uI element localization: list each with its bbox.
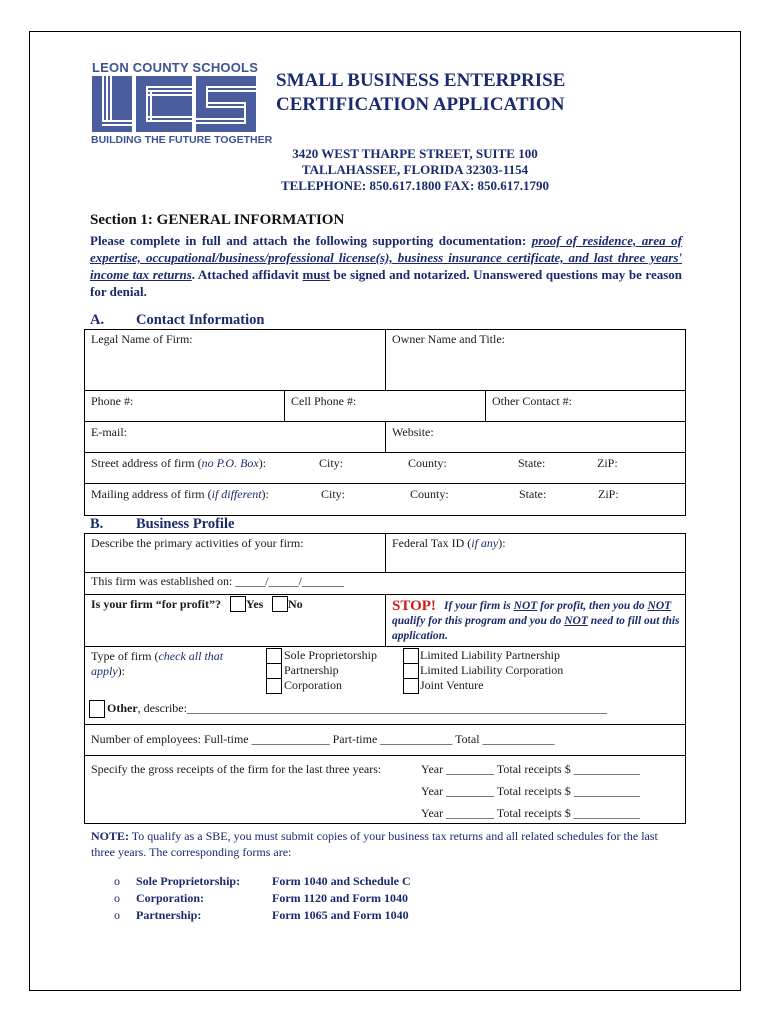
other-describe-field[interactable]: Other, describe:______________________________________________________________________ bbox=[107, 701, 607, 715]
street-city-field[interactable]: City: bbox=[319, 456, 344, 470]
contact-letter: A. bbox=[90, 312, 105, 328]
mailing-city-field[interactable]: City: bbox=[321, 487, 346, 501]
form-type-corporation: Corporation: bbox=[136, 891, 204, 905]
logo-bottom-text: BUILDING THE FUTURE TOGETHER bbox=[91, 134, 273, 146]
address-line2: TALLAHASSEE, FLORIDA 32303-1154 bbox=[301, 162, 529, 177]
for-profit-yes-checkbox[interactable] bbox=[230, 596, 246, 612]
primary-activities-field[interactable]: Describe the primary activities of your firm: bbox=[91, 536, 304, 550]
email-field[interactable]: E-mail: bbox=[91, 425, 127, 439]
bullet: o bbox=[114, 891, 120, 905]
address-line1: 3420 WEST THARPE STREET, SUITE 100 bbox=[292, 146, 538, 161]
mailing-county-field[interactable]: County: bbox=[410, 487, 449, 501]
llc-label: Limited Liability Corporation bbox=[420, 663, 564, 677]
established-date-field[interactable]: This firm was established on: _____/_____/_______ bbox=[91, 574, 344, 588]
owner-name-field[interactable]: Owner Name and Title: bbox=[392, 332, 505, 346]
employees-field[interactable]: Number of employees: Full-time _____________ Part-time ____________ Total ____________ bbox=[91, 732, 555, 746]
form-required-corporation: Form 1120 and Form 1040 bbox=[272, 891, 408, 905]
for-profit-yes-label: Yes bbox=[246, 597, 264, 611]
other-contact-field[interactable]: Other Contact #: bbox=[492, 394, 572, 408]
other-type-checkbox[interactable] bbox=[89, 700, 105, 718]
legal-name-field[interactable]: Legal Name of Firm: bbox=[91, 332, 193, 346]
lcs-logo-icon bbox=[92, 76, 256, 132]
llp-checkbox[interactable] bbox=[403, 648, 419, 664]
gross-receipts-label: Specify the gross receipts of the firm for the last three years: bbox=[91, 762, 382, 776]
form-required-partnership: Form 1065 and Form 1040 bbox=[272, 908, 409, 922]
sole-proprietorship-checkbox[interactable] bbox=[266, 648, 282, 664]
logo-top-text: LEON COUNTY SCHOOLS bbox=[92, 60, 259, 75]
corporation-checkbox[interactable] bbox=[266, 678, 282, 694]
stop-warning-text: If your firm is NOT for profit, then you do NOT qualify for this program and you do NOT need to fill out this application. bbox=[392, 600, 680, 642]
bullet: o bbox=[114, 908, 120, 922]
llc-checkbox[interactable] bbox=[403, 663, 419, 679]
business-heading: Business Profile bbox=[136, 516, 235, 532]
partnership-checkbox[interactable] bbox=[266, 663, 282, 679]
street-zip-field[interactable]: ZiP: bbox=[597, 456, 618, 470]
stop-warning: STOP! bbox=[392, 598, 436, 614]
business-letter: B. bbox=[90, 516, 104, 532]
website-field[interactable]: Website: bbox=[392, 425, 434, 439]
corporation-label: Corporation bbox=[284, 678, 342, 692]
joint-venture-checkbox[interactable] bbox=[403, 678, 419, 694]
receipts-year3-field[interactable]: Year ________ Total receipts $ ___________ bbox=[421, 806, 640, 820]
required-documents: proof of residence, area of expertise, occupational/business/professional license(s), business insurance certificate, and last three years' income tax returns bbox=[90, 233, 682, 282]
bullet: o bbox=[114, 874, 120, 888]
telephone-fax: TELEPHONE: 850.617.1800 FAX: 850.617.1790 bbox=[280, 178, 550, 193]
mailing-state-field[interactable]: State: bbox=[519, 487, 547, 501]
receipts-year2-field[interactable]: Year ________ Total receipts $ ___________ bbox=[421, 784, 640, 798]
note: NOTE: To qualify as a SBE, you must submit copies of your business tax returns and all related schedules for the last three years. The corresponding forms are: bbox=[91, 829, 658, 859]
section-title: Section 1: GENERAL INFORMATION bbox=[90, 212, 345, 228]
for-profit-question: Is your firm “for profit”? bbox=[91, 597, 221, 611]
street-state-field[interactable]: State: bbox=[518, 456, 546, 470]
partnership-label: Partnership bbox=[284, 663, 339, 677]
form-type-sole: Sole Proprietorship: bbox=[136, 874, 241, 888]
llp-label: Limited Liability Partnership bbox=[420, 648, 560, 662]
phone-field[interactable]: Phone #: bbox=[91, 394, 134, 408]
street-county-field[interactable]: County: bbox=[408, 456, 447, 470]
receipts-year1-field[interactable]: Year ________ Total receipts $ ___________ bbox=[421, 762, 640, 776]
sole-proprietorship-label: Sole Proprietorship bbox=[284, 648, 377, 662]
form-title-line2: CERTIFICATION APPLICATION bbox=[276, 94, 565, 115]
for-profit-no-checkbox[interactable] bbox=[272, 596, 288, 612]
for-profit-no-label: No bbox=[288, 597, 303, 611]
instructions: Please complete in full and attach the following supporting documentation: proof of residence, area of expertise, occupational/business/professional license(s), business insurance certificate, and last three years' income tax returns. Attached affidavit must be signed and notarized. Unanswered questions may be reason for denial. bbox=[90, 233, 683, 299]
contact-heading: Contact Information bbox=[136, 312, 265, 328]
form-required-sole: Form 1040 and Schedule C bbox=[272, 874, 411, 888]
street-address-field[interactable]: Street address of firm (no P.O. Box): bbox=[91, 456, 267, 470]
joint-venture-label: Joint Venture bbox=[420, 678, 484, 692]
mailing-address-field[interactable]: Mailing address of firm (if different): bbox=[91, 487, 269, 501]
cell-phone-field[interactable]: Cell Phone #: bbox=[291, 394, 357, 408]
federal-tax-id-field[interactable]: Federal Tax ID (if any): bbox=[392, 536, 506, 550]
form-type-partnership: Partnership: bbox=[136, 908, 202, 922]
mailing-zip-field[interactable]: ZiP: bbox=[598, 487, 619, 501]
form-title-line1: SMALL BUSINESS ENTERPRISE bbox=[276, 70, 566, 91]
type-of-firm-label: Type of firm (check all that apply): bbox=[91, 649, 224, 678]
